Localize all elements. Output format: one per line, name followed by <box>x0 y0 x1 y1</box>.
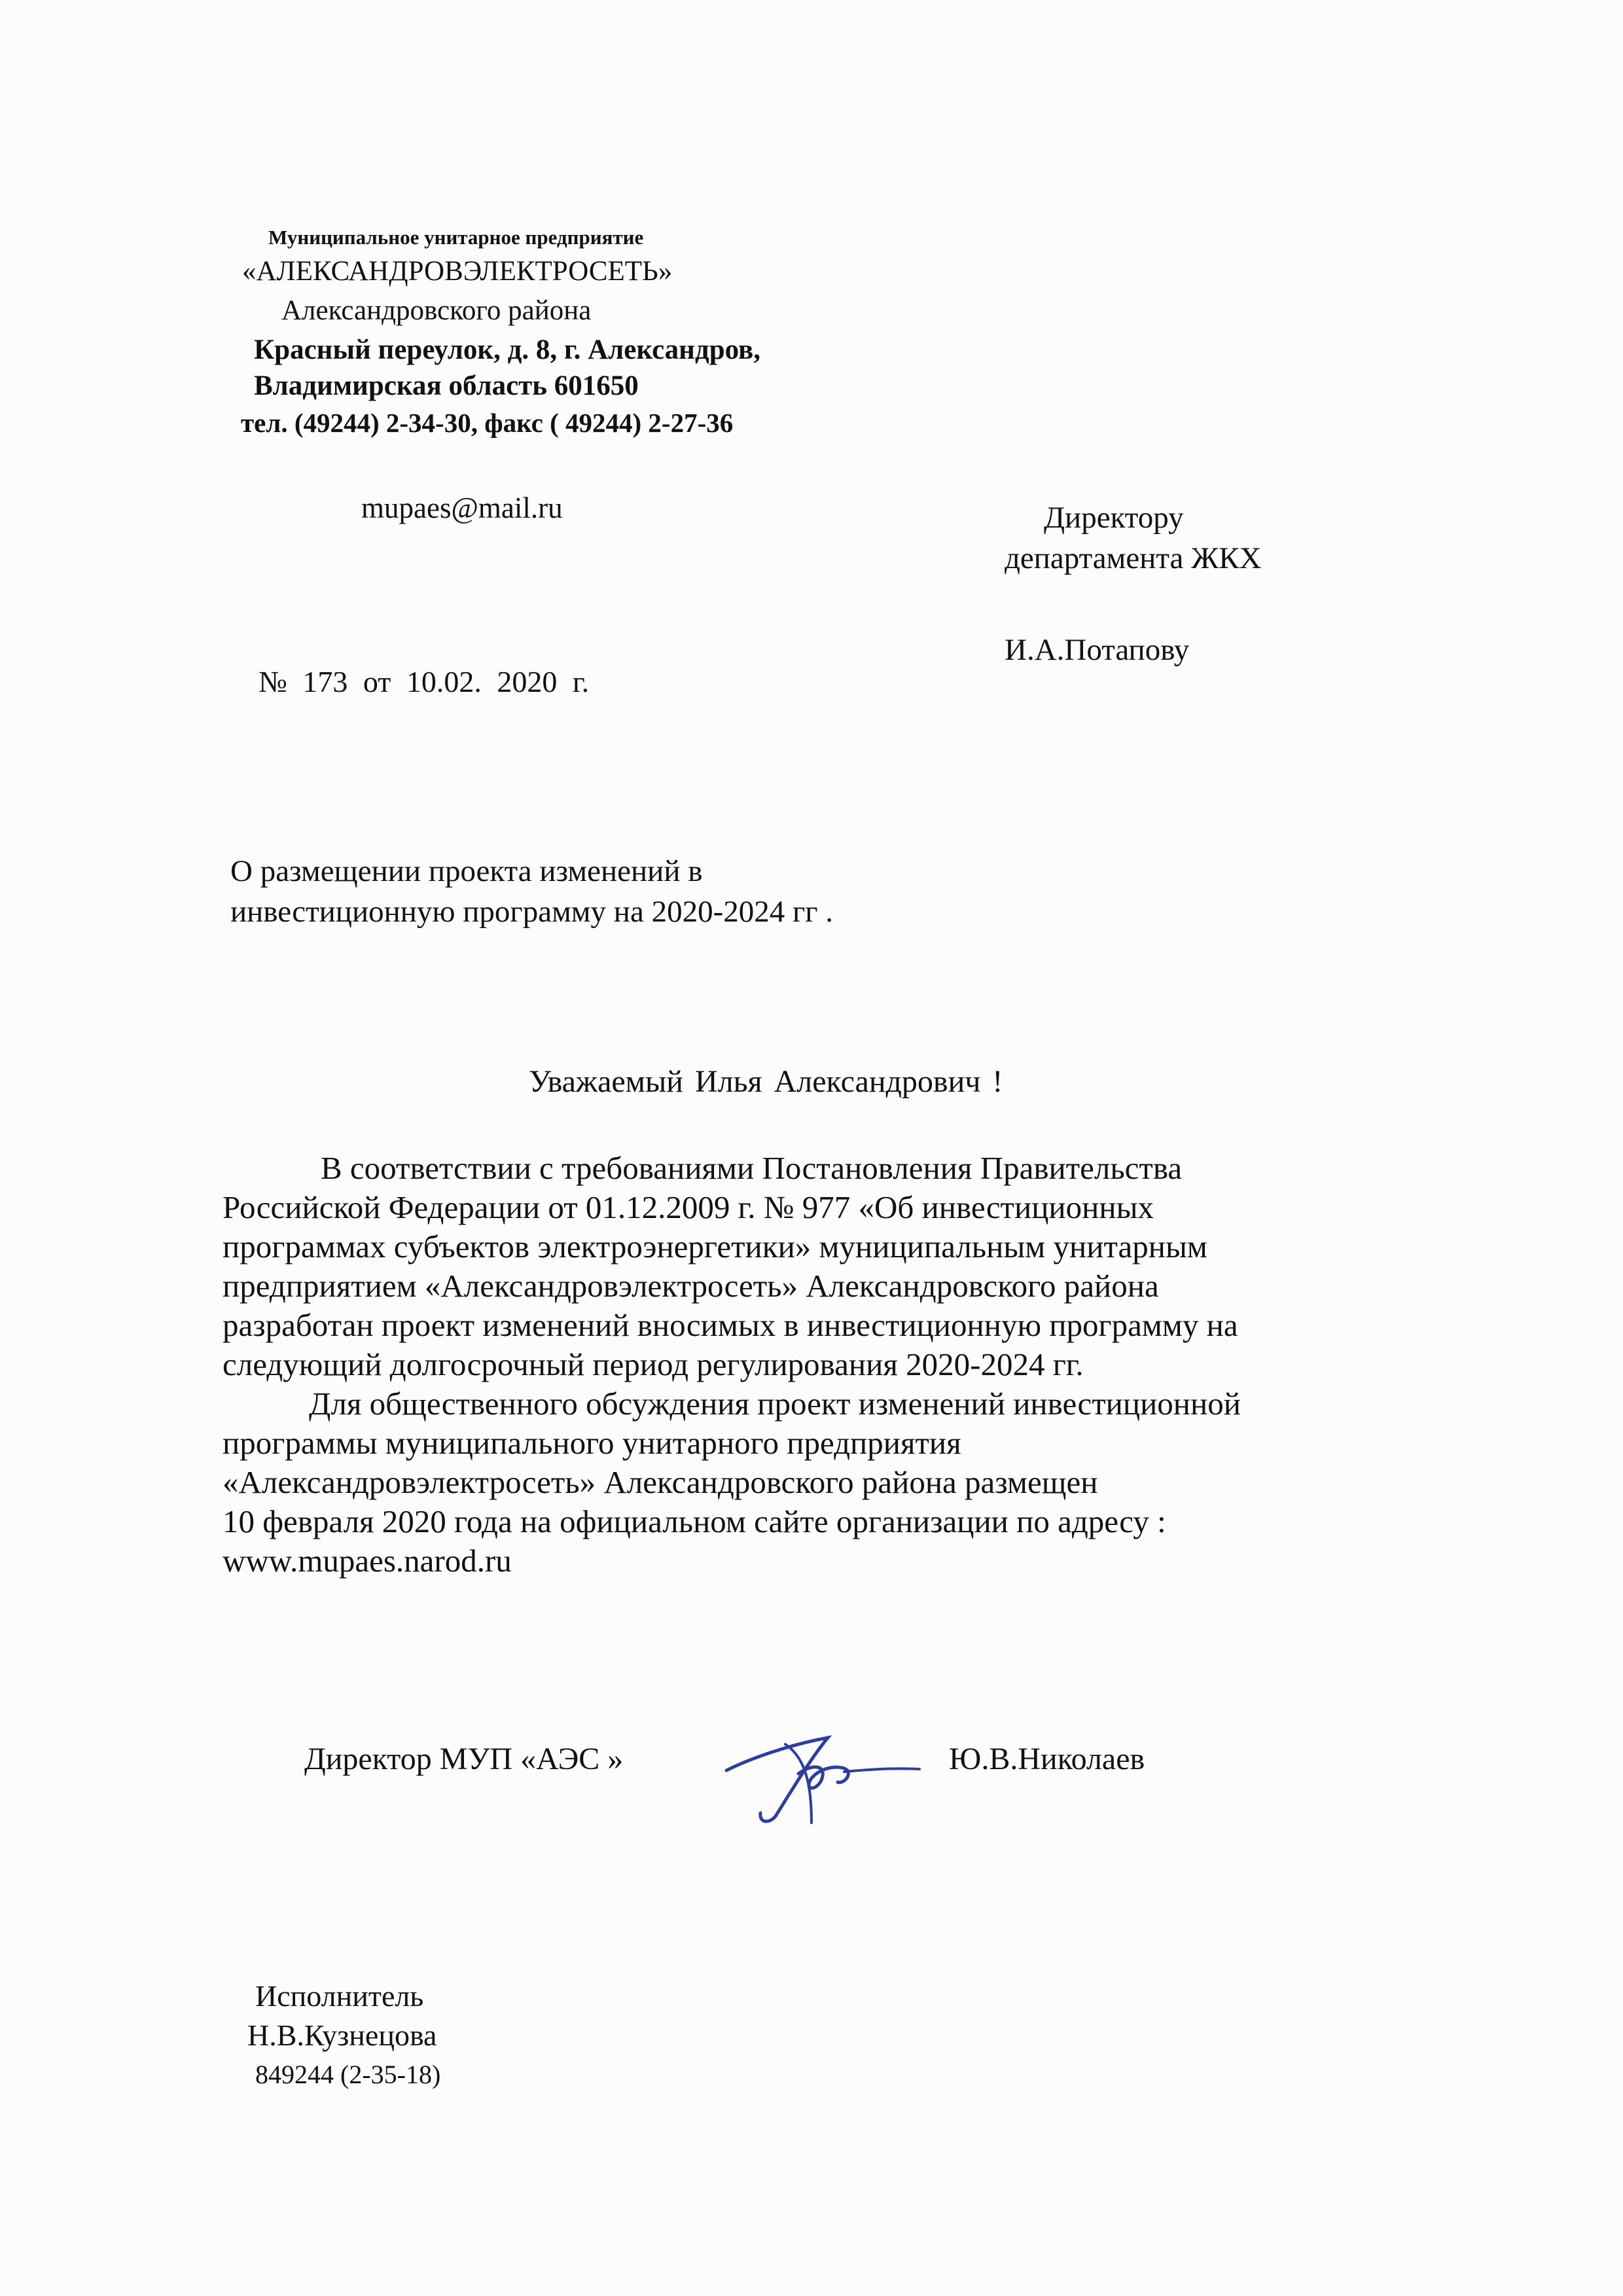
body-line: 10 февраля 2020 года на официальном сайте организации по адресу : <box>223 1503 1166 1539</box>
body-line: разработан проект изменений вносимых в инвестиционную программу на <box>223 1307 1238 1343</box>
handwritten-signature <box>713 1718 923 1829</box>
executor-phone: 849244 (2-35-18) <box>255 2060 441 2089</box>
signature-stroke <box>844 1768 919 1772</box>
recipient-position: Директору <box>1044 501 1184 535</box>
subject-line2: инвестиционную программу на 2020-2024 гг . <box>230 895 834 929</box>
recipient-name: И.А.Потапову <box>1005 633 1190 667</box>
executor-block <box>247 1977 440 2094</box>
org-phone-fax: тел. (49244) 2-34-30, факс ( 49244) 2-27-36 <box>241 408 734 438</box>
body-line-website: www.mupaes.narod.ru <box>223 1543 512 1579</box>
body-line: Российской Федерации от 01.12.2009 г. № 977 «Об инвестиционных <box>223 1189 1154 1225</box>
org-district: Александровского района <box>281 295 592 326</box>
executor-name: Н.В.Кузнецова <box>247 2018 437 2052</box>
signature-stroke <box>785 1744 812 1823</box>
org-address-line2: Владимирская область 601650 <box>254 370 639 401</box>
signatory-name: Ю.В.Николаев <box>949 1742 1145 1776</box>
body-line: программах субъектов электроэнергетики» муниципальным унитарным <box>223 1229 1207 1265</box>
signatory-title: Директор МУП «АЭС » <box>304 1742 624 1776</box>
body-line: Для общественного обсуждения проект изменений инвестиционной <box>309 1386 1241 1422</box>
org-email: mupaes@mail.ru <box>361 492 563 524</box>
salutation: Уважаемый Илья Александрович ! <box>529 1064 1003 1099</box>
letter-body <box>223 1149 1466 1581</box>
body-line: следующий долгосрочный период регулирования 2020-2024 гг. <box>223 1346 1084 1382</box>
executor-label: Исполнитель <box>255 1979 424 2013</box>
signature-stroke <box>726 1738 828 1821</box>
recipient-department: департамента ЖКХ <box>1005 541 1262 575</box>
body-line: «Александровэлектросеть» Александровского района размещен <box>223 1464 1098 1500</box>
body-line: В соответствии с требованиями Постановления Правительства <box>321 1150 1183 1186</box>
body-line: предприятием «Александровэлектросеть» Александровского района <box>223 1268 1159 1304</box>
subject-block <box>230 851 833 932</box>
org-type: Муниципальное унитарное предприятие <box>268 226 644 249</box>
body-line: программы муниципального унитарного предприятия <box>223 1425 961 1461</box>
registration-number: № 173 от 10.02. 2020 г. <box>259 665 590 698</box>
org-address-line1: Красный переулок, д. 8, г. Александров, <box>254 334 761 365</box>
recipient-block <box>1005 497 1262 670</box>
subject-line1: О размещении проекта изменений в <box>230 854 703 888</box>
org-name: «АЛЕКСАНДРОВЭЛЕКТРОСЕТЬ» <box>242 256 673 287</box>
